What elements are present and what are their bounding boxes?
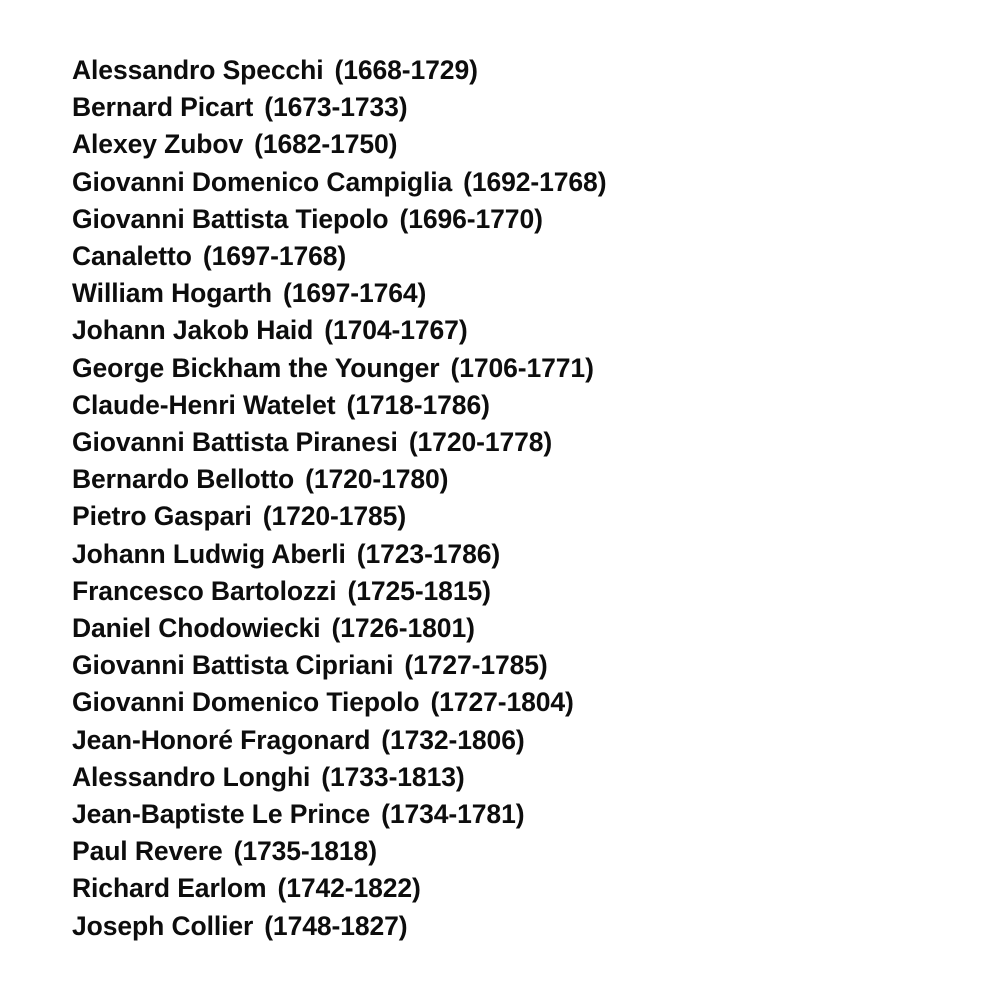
list-item — [72, 126, 960, 163]
artist-name: Bernard Picart — [72, 92, 254, 123]
artist-dates: (1727-1785) — [404, 650, 548, 681]
artist-name: George Bickham the Younger — [72, 352, 440, 383]
artist-dates: (1718-1786) — [346, 389, 490, 420]
artist-name: Alessandro Specchi — [72, 55, 324, 85]
artist-dates: (1723-1786) — [356, 538, 501, 569]
artist-name: Giovanni Battista Tiepolo — [72, 203, 389, 234]
list-item — [72, 498, 960, 535]
list-item — [72, 164, 960, 201]
list-item — [72, 759, 960, 796]
list-item — [72, 312, 960, 349]
artist-name: Daniel Chodowiecki — [72, 613, 321, 644]
artist-name: Joseph Collier — [72, 910, 254, 941]
artist-dates: (1697-1768) — [202, 241, 347, 272]
artist-dates: (1720-1780) — [305, 464, 449, 495]
list-item — [72, 89, 960, 126]
artist-name: Giovanni Domenico Tiepolo — [72, 687, 420, 718]
list-item — [72, 870, 960, 907]
artist-dates: (1673-1733) — [264, 92, 408, 123]
artist-name: Johann Jakob Haid — [72, 315, 314, 346]
list-item — [72, 387, 960, 424]
artist-name: Alessandro Longhi — [72, 761, 311, 792]
artist-dates: (1706-1771) — [450, 352, 594, 383]
artist-dates: (1682-1750) — [254, 129, 398, 160]
artist-name: Alexey Zubov — [72, 129, 244, 160]
artist-dates: (1720-1785) — [262, 501, 407, 532]
artist-dates: (1748-1827) — [264, 910, 408, 941]
list-item — [72, 796, 960, 833]
artist-dates: (1696-1770) — [399, 203, 543, 234]
list-item — [72, 275, 960, 312]
list-item — [72, 833, 960, 870]
artist-name: Francesco Bartolozzi — [72, 575, 337, 606]
artist-dates: (1726-1801) — [331, 613, 475, 644]
list-item — [72, 424, 960, 461]
artist-name: Jean-Honoré Fragonard — [72, 724, 371, 755]
artist-dates: (1735-1818) — [233, 836, 377, 867]
list-item — [72, 238, 960, 275]
artist-name: Canaletto — [72, 241, 192, 272]
list-item — [72, 201, 960, 238]
artist-name: Johann Ludwig Aberli — [72, 538, 346, 569]
artist-name: Richard Earlom — [72, 873, 267, 904]
artist-name: Pietro Gaspari — [72, 501, 252, 532]
artist-dates: (1727-1804) — [430, 687, 574, 718]
artist-name: Claude-Henri Watelet — [72, 389, 336, 420]
artist-dates: (1697-1764) — [282, 278, 427, 309]
artist-dates: (1692-1768) — [463, 166, 607, 197]
list-item — [72, 536, 960, 573]
list-item — [72, 461, 960, 498]
artist-name: Giovanni Domenico Campiglia — [72, 166, 453, 197]
list-item — [72, 647, 960, 684]
artist-dates: (1742-1822) — [277, 873, 421, 904]
artist-dates: (1734-1781) — [381, 799, 525, 830]
list-item — [72, 684, 960, 721]
artist-list — [72, 52, 960, 945]
artist-dates: (1732-1806) — [381, 724, 525, 755]
artist-name: Bernardo Bellotto — [72, 464, 295, 495]
artist-dates: (1720-1778) — [408, 427, 553, 458]
artist-name: Paul Revere — [72, 836, 223, 867]
list-item — [72, 350, 960, 387]
list-item — [72, 610, 960, 647]
artist-dates: (1704-1767) — [324, 315, 468, 346]
list-item — [72, 908, 960, 945]
artist-name: Giovanni Battista Cipriani — [72, 650, 394, 681]
list-item — [72, 573, 960, 610]
artist-dates: (1725-1815) — [347, 575, 491, 606]
artist-name: Giovanni Battista Piranesi — [72, 427, 398, 458]
artist-name: William Hogarth — [72, 278, 272, 309]
artist-name: Jean-Baptiste Le Prince — [72, 799, 371, 830]
artist-dates: (1733-1813) — [321, 761, 465, 792]
artist-dates: (1668-1729) — [334, 55, 478, 85]
list-item — [72, 52, 960, 89]
list-item — [72, 722, 960, 759]
